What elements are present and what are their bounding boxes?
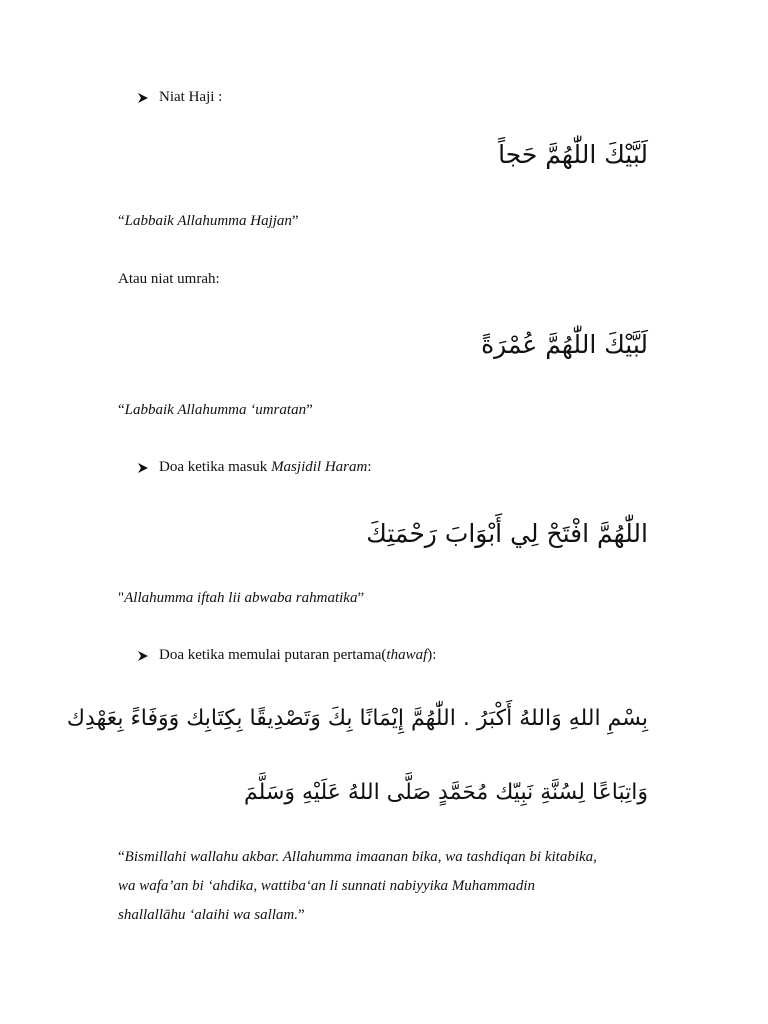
- bullet-doa-masjid: [137, 459, 372, 476]
- translit-doa-thawaf-line2: wa wafa’an bi ‘ahdika, wattiba‘an li sunnati nabiyyika Muhammadin: [118, 878, 536, 894]
- arabic-niat-umrah: لَبَّيْكَ اللّٰهُمَّ عُمْرَةً: [481, 330, 648, 359]
- arrow-bullet-icon: [137, 92, 149, 104]
- translit-doa-thawaf: [118, 843, 658, 930]
- bullet-niat-haji: [137, 89, 222, 106]
- translit-doa-thawaf-line3: shallallāhu ‘alaihi wa sallam.”: [118, 907, 305, 923]
- heading-niat-haji: Niat Haji :: [159, 89, 223, 105]
- arabic-doa-thawaf-line1: بِسْمِ اللهِ وَاللهُ أَكْبَرُ . اللّٰهُمَّ إِيْمَانًا بِكَ وَتَصْدِيقًا بِكِتَابِك وَوَفَاءً بِعَهْدِك: [66, 706, 648, 731]
- translit-niat-umrah: “Labbaik Allahumma ‘umratan”: [118, 402, 313, 418]
- translit-niat-haji: “Labbaik Allahumma Hajjan”: [118, 213, 299, 229]
- arrow-bullet-icon: [137, 650, 149, 662]
- translit-doa-thawaf-line1: “Bismillahi wallahu akbar. Allahumma imaanan bika, wa tashdiqan bi kitabika,: [118, 849, 597, 865]
- heading-doa-thawaf: Doa ketika memulai putaran pertama(thawaf):: [159, 647, 437, 663]
- arabic-doa-masjid: اللّٰهُمَّ افْتَحْ لِي أَبْوَابَ رَحْمَتِكَ: [366, 519, 648, 548]
- heading-doa-masjid: Doa ketika masuk Masjidil Haram:: [159, 459, 372, 475]
- translit-doa-masjid: "Allahumma iftah lii abwaba rahmatika”: [118, 590, 365, 606]
- arrow-bullet-icon: [137, 462, 149, 474]
- bullet-doa-thawaf: [137, 647, 436, 664]
- arabic-niat-haji: لَبَّيْكَ اللّٰهُمَّ حَجاً: [498, 140, 648, 169]
- arabic-doa-thawaf-line2: وَاتِبَاعًا لِسُنَّةِ نَبِيّك مُحَمَّدٍ صَلَّى اللهُ عَلَيْهِ وَسَلَّمَ: [244, 780, 648, 805]
- heading-niat-umrah: Atau niat umrah:: [118, 271, 220, 287]
